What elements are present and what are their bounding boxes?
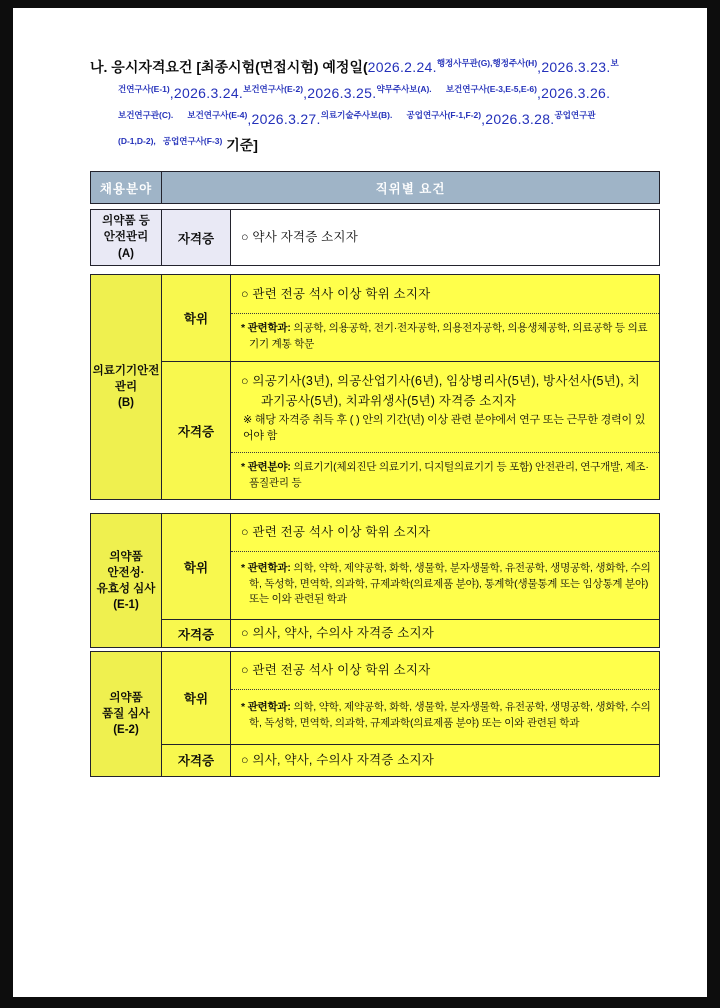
title-superscript-position: 보건연구관(C). 보건연구사(E-4) [118, 110, 248, 120]
title-exam-date: ,2026.3.27. [247, 111, 321, 127]
title-line [90, 132, 660, 158]
title-text: 나. 응시자격요건 [최종시험(면접시험) 예정일( [90, 59, 368, 75]
req-type-label: 학위 [162, 514, 231, 619]
title-exam-date: ,2026.3.25. [303, 85, 377, 101]
note-body: 의학, 약학, 제약공학, 화학, 생물학, 분자생물학, 유전공학, 생명공학, 생화학, 수의학, 독성학, 면역학, 의과학, 규제과학(의료제품 분야), 통계학(생물통계 또는 임상통계 분야) 또는 이와 관련된 학과 [249, 561, 651, 606]
requirement-note [231, 314, 659, 361]
table-row [162, 514, 659, 619]
title-superscript-position: 보건연구사(E-2) [243, 84, 304, 94]
field-name-line: 의약품 [109, 692, 143, 705]
doc-title [90, 54, 660, 158]
title-exam-date: 2026.2.24. [367, 59, 437, 75]
title-superscript-position: 보 [610, 58, 619, 68]
field-name-line: (E-2) [113, 724, 139, 737]
requirement-text: ○ 관련 전공 석사 이상 학위 소지자 [241, 525, 431, 540]
note-lead: * 관련학과: [241, 561, 291, 574]
field-name-line: 관리 [114, 381, 138, 394]
title-superscript-position: 공업연구관 [554, 110, 596, 120]
note-lead: * 관련분야: [241, 460, 291, 473]
req-type-label: 자격증 [162, 745, 231, 776]
field-name-line: 안전성· [107, 566, 145, 579]
qual-table-header [90, 171, 660, 204]
title-exam-date: ,2026.3.28. [481, 111, 555, 127]
title-exam-date: ,2026.3.26. [536, 85, 611, 101]
field-name-line: 유효성 심사 [96, 582, 156, 595]
title-line [90, 80, 660, 106]
note-body: 의학, 약학, 제약공학, 화학, 생물학, 분자생물학, 유전공학, 생명공학, 생화학, 수의학, 독성학, 면역학, 의과학, 규제과학(의료제품 분야) 또는 이와 관련된 학과 [249, 700, 651, 729]
field-name-line: 의약품 등 [102, 215, 150, 228]
section-a [90, 209, 660, 266]
field-name-line: (B) [118, 397, 134, 410]
requirement-note [231, 552, 659, 619]
requirement-text: ○ 의사, 약사, 수의사 자격증 소지자 [241, 752, 435, 767]
table-row [162, 210, 659, 265]
title-line [90, 54, 660, 80]
field-name-line: 안전관리 [103, 231, 149, 244]
document-page [13, 8, 707, 997]
section-b [90, 274, 660, 500]
title-superscript-position: 행정사무관(G),행정주사(H) [436, 58, 538, 68]
field-name-cell [91, 210, 162, 265]
requirement-text: ○ 관련 전공 석사 이상 학위 소지자 [241, 287, 431, 301]
title-superscript-position: 건연구사(E-1) [118, 84, 170, 94]
note-lead: * 관련학과: [241, 322, 291, 335]
table-row [162, 361, 659, 499]
requirement-text: ○ 약사 자격증 소지자 [241, 230, 358, 245]
table-row [162, 619, 659, 647]
table-row [162, 744, 659, 776]
title-text: 기준] [222, 137, 258, 153]
field-name-cell [91, 652, 162, 776]
title-exam-date: ,2026.3.23. [537, 59, 611, 75]
req-type-label: 자격증 [162, 210, 231, 265]
requirement-reference: ※ 해당 자격증 취득 후 ( ) 안의 기간(년) 이상 관련 분야에서 연구 또는 근무한 경력이 있어야 함 [243, 414, 646, 442]
header-recruit-field: 채용분야 [91, 172, 162, 203]
table-row [162, 652, 659, 743]
field-name-line: (A) [118, 247, 134, 260]
table-row [162, 275, 659, 361]
field-name-line: (E-1) [113, 599, 139, 611]
req-type-label: 학위 [162, 652, 231, 743]
req-type-label: 자격증 [162, 620, 231, 647]
req-type-label: 학위 [162, 275, 231, 361]
field-name-line: 의료기기안전 [92, 365, 160, 378]
note-lead: * 관련학과: [241, 700, 291, 713]
field-name-cell [91, 514, 162, 647]
requirement-text: ○ 의사, 약사, 수의사 자격증 소지자 [241, 626, 435, 641]
title-superscript-position: 약무주사보(A). 보건연구사(E-3,E-5,E-6) [376, 84, 537, 94]
field-name-line: 의약품 [109, 550, 143, 563]
field-name-line: 품질 심사 [102, 708, 150, 721]
title-line [90, 106, 660, 132]
title-exam-date: ,2026.3.24. [169, 85, 244, 101]
requirement-text: ○ 관련 전공 석사 이상 학위 소지자 [241, 663, 431, 678]
req-type-label: 자격증 [162, 362, 231, 499]
requirement-text: ○ 의공기사(3년), 의공산업기사(6년), 임상병리사(5년), 방사선사(5년), 치과기공사(5년), 치과위생사(5년) 자격증 소지자 [241, 374, 640, 408]
title-superscript-position: 의료기술주사보(B). 공업연구사(F-1,F-2) [320, 110, 482, 120]
section-e1 [90, 513, 660, 648]
note-body: 의공학, 의용공학, 전기·전자공학, 의용전자공학, 의용생체공학, 의료공학 등 의료기기 계통 학문 [249, 322, 648, 351]
section-e2 [90, 651, 660, 777]
requirement-note [231, 453, 659, 500]
page-content [90, 54, 660, 777]
requirement-note [231, 690, 659, 744]
header-position-requirements: 직위별 요건 [375, 181, 446, 196]
field-name-cell [91, 275, 162, 499]
note-body: 의료기기(체외진단 의료기기, 디지털의료기기 등 포함) 안전관리, 연구개발, 제조·품질관리 등 [249, 460, 649, 489]
title-superscript-position: (D-1,D-2), 공업연구사(F-3) [118, 136, 223, 146]
